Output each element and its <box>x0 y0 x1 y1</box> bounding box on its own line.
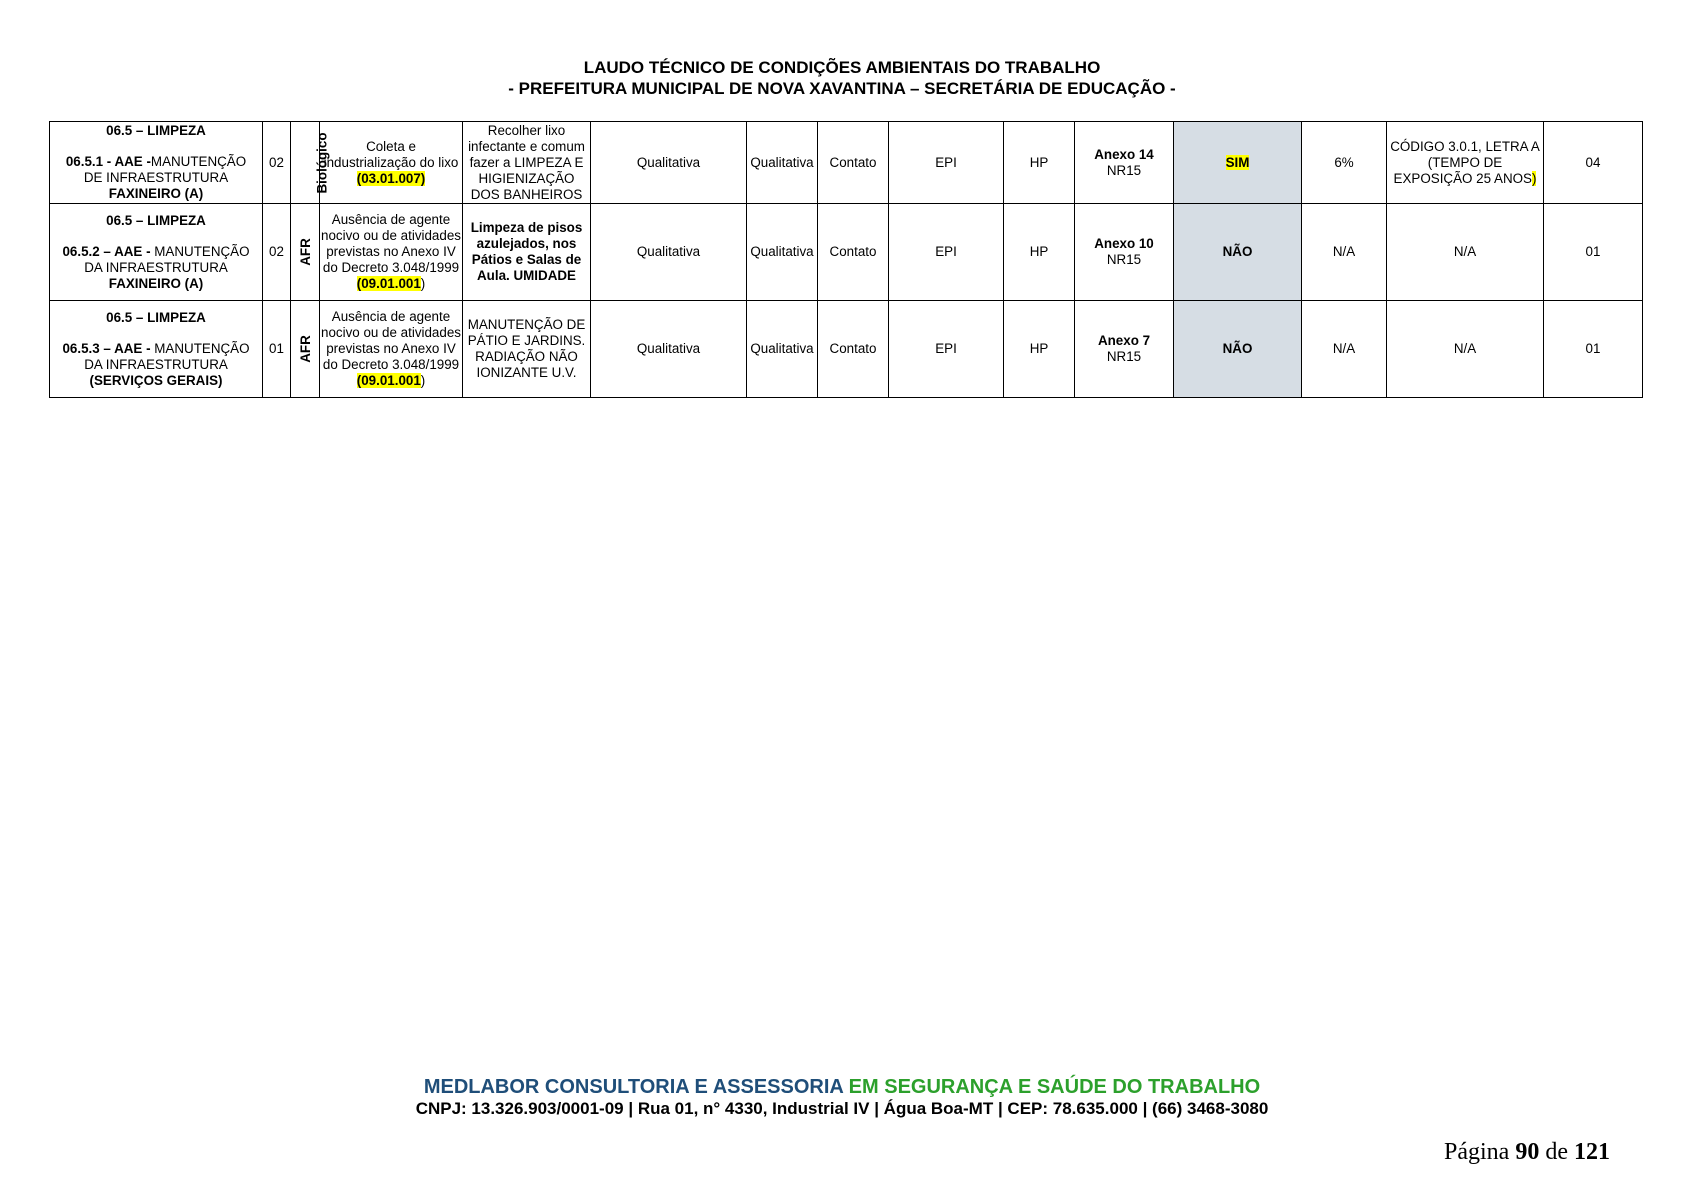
function-desc: MANUTENÇÃO <box>150 154 247 169</box>
exposure-cell: Contato <box>818 301 889 398</box>
document-title: LAUDO TÉCNICO DE CONDIÇÕES AMBIENTAIS DO TRABALHO <box>583 58 1101 77</box>
footer-company-name: MEDLABOR CONSULTORIA E ASSESSORIA <box>423 1076 844 1098</box>
function-cell <box>50 122 263 204</box>
function-desc-b: DA INFRAESTRUTURA <box>84 259 228 275</box>
agent-cell <box>320 301 463 398</box>
function-title: 06.5 – LIMPEZA <box>106 309 206 325</box>
insalubrity-cell <box>1174 122 1302 204</box>
page-number <box>1410 1139 1610 1166</box>
code-close: ) <box>1531 170 1537 186</box>
footer-company <box>0 1076 1684 1099</box>
agent-type-cell <box>291 122 330 204</box>
agent-type: AFR <box>297 335 313 363</box>
exposure-cell: Contato <box>818 204 889 301</box>
function-cell <box>50 301 263 398</box>
table-row <box>50 204 1643 301</box>
footer-address: CNPJ: 13.326.903/0001-09 | Rua 01, n° 4330, Industrial IV | Água Boa-MT | CEP: 78.635.000 | (66) 3468-3080 <box>415 1099 1269 1118</box>
document-subtitle: - PREFEITURA MUNICIPAL DE NOVA XAVANTINA – SECRETÁRIA DE EDUCAÇÃO - <box>508 79 1176 98</box>
document-header <box>0 57 1684 99</box>
annex-cell <box>1075 301 1174 398</box>
function-desc-b: DA INFRAESTRUTURA <box>84 356 228 372</box>
agent-cell <box>320 204 463 301</box>
table-row <box>50 301 1643 398</box>
agent-desc: Ausência de agente nocivo ou de atividades previstas no Anexo IV do Decreto 3.048/1999 <box>321 309 461 372</box>
code-text: CÓDIGO 3.0.1, LETRA A (TEMPO DE EXPOSIÇÃO 25 ANOS <box>1390 138 1540 186</box>
protection-cell: EPI <box>889 122 1004 204</box>
agent-code: (09.01.001 <box>356 373 421 388</box>
exposure-cell: Contato <box>818 122 889 204</box>
insalubrity-cell: NÃO <box>1174 204 1302 301</box>
norm-label: NR15 <box>1106 349 1142 364</box>
annex-cell <box>1075 204 1174 301</box>
function-code: 06.5.2 – AAE - <box>62 243 151 259</box>
norm-label: NR15 <box>1106 162 1142 178</box>
last-cell: 01 <box>1544 204 1643 301</box>
agent-cell <box>320 122 463 204</box>
agent-code-close: ) <box>420 373 426 388</box>
quantity-cell: 02 <box>263 122 291 204</box>
page-total: 121 <box>1574 1139 1610 1165</box>
protection-cell: EPI <box>889 204 1004 301</box>
code-cell: N/A <box>1387 204 1544 301</box>
page-of: de <box>1545 1139 1568 1165</box>
agent-code: (03.01.007) <box>356 170 426 186</box>
annex-label: Anexo 7 <box>1097 333 1151 348</box>
frequency-cell: HP <box>1004 301 1075 398</box>
function-desc: MANUTENÇÃO <box>154 243 250 259</box>
code-cell <box>1387 122 1544 204</box>
grade-cell: 6% <box>1302 122 1387 204</box>
function-role: (SERVIÇOS GERAIS) <box>89 372 223 388</box>
function-code: 06.5.1 - AAE - <box>65 154 151 169</box>
function-code: 06.5.3 – AAE - <box>62 340 151 356</box>
quantity-cell: 01 <box>263 301 291 398</box>
evaluation-cell: Qualitativa <box>591 122 747 204</box>
grade-cell: N/A <box>1302 204 1387 301</box>
insalubrity-cell: NÃO <box>1174 301 1302 398</box>
function-desc-b: DE INFRAESTRUTURA <box>83 170 229 185</box>
annex-cell <box>1075 122 1174 204</box>
page-label: Página <box>1444 1139 1510 1165</box>
norm-label: NR15 <box>1106 252 1142 267</box>
last-cell: 04 <box>1544 122 1643 204</box>
agent-type-cell <box>291 301 320 398</box>
annex-label: Anexo 10 <box>1094 236 1154 251</box>
agent-code: (09.01.001 <box>356 276 421 291</box>
evaluation-cell: Qualitativa <box>591 204 747 301</box>
agent-code-close: ) <box>420 276 426 291</box>
activity-cell: MANUTENÇÃO DE PÁTIO E JARDINS. RADIAÇÃO NÃO IONIZANTE U.V. <box>463 301 591 398</box>
function-title: 06.5 – LIMPEZA <box>106 123 206 138</box>
frequency-cell: HP <box>1004 122 1075 204</box>
annex-label: Anexo 14 <box>1094 146 1154 162</box>
function-role: FAXINEIRO (A) <box>108 186 204 201</box>
code-cell: N/A <box>1387 301 1544 398</box>
agent-desc: Coleta e industrialização do lixo <box>323 138 459 170</box>
function-role: FAXINEIRO (A) <box>108 275 204 291</box>
page-current: 90 <box>1515 1139 1540 1165</box>
risk-table <box>49 121 1643 398</box>
table-row <box>50 122 1643 204</box>
agent-desc: Ausência de agente nocivo ou de atividades previstas no Anexo IV do Decreto 3.048/1999 <box>321 212 461 275</box>
function-desc: MANUTENÇÃO <box>154 340 250 356</box>
evaluation-cell: Qualitativa <box>747 204 818 301</box>
footer-company-tagline: EM SEGURANÇA E SAÚDE DO TRABALHO <box>848 1076 1261 1098</box>
activity-cell: Limpeza de pisos azulejados, nos Pátios e Salas de Aula. UMIDADE <box>463 204 591 301</box>
agent-type-cell <box>291 204 320 301</box>
function-title: 06.5 – LIMPEZA <box>106 212 206 228</box>
agent-type: Biológico <box>314 132 330 193</box>
insalubrity-value: SIM <box>1225 154 1250 170</box>
last-cell: 01 <box>1544 301 1643 398</box>
agent-type: AFR <box>297 238 313 266</box>
activity-cell: Recolher lixo infectante e comum fazer a LIMPEZA E HIGIENIZAÇÃO DOS BANHEIROS <box>463 122 591 204</box>
evaluation-cell: Qualitativa <box>591 301 747 398</box>
protection-cell: EPI <box>889 301 1004 398</box>
grade-cell: N/A <box>1302 301 1387 398</box>
function-cell <box>50 204 263 301</box>
evaluation-cell: Qualitativa <box>747 122 818 204</box>
quantity-cell: 02 <box>263 204 291 301</box>
evaluation-cell: Qualitativa <box>747 301 818 398</box>
frequency-cell: HP <box>1004 204 1075 301</box>
